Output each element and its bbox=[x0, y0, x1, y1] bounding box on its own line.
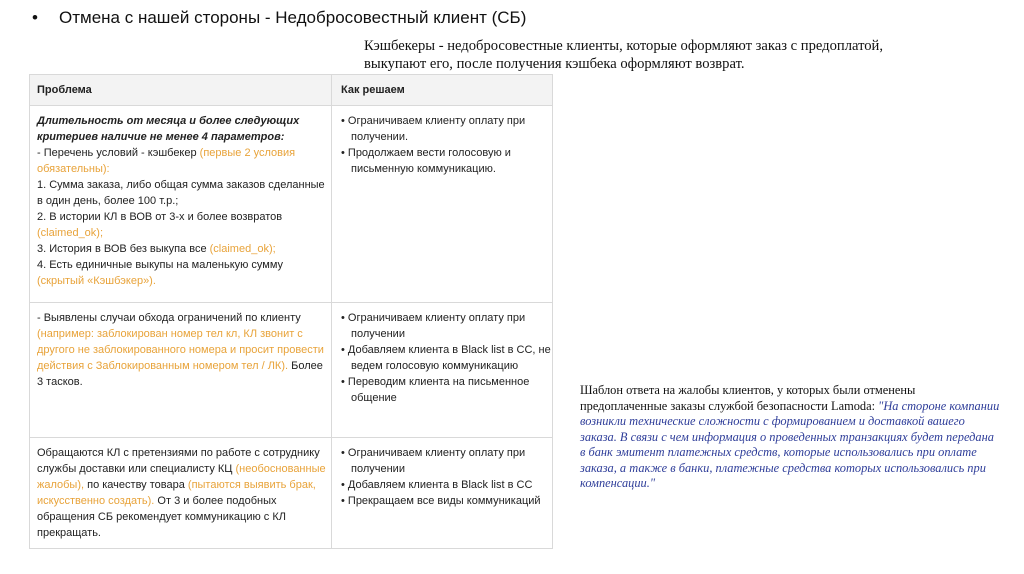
complaints-text: Обращаются КЛ с претензиями по работе с сотруднику службы доставки или специалисту КЦ bbox=[37, 447, 320, 475]
bypass-example: (например: заблокирован номер тел кл, КЛ звонит с другого не заблокированного номера и просит провести действия с Заблокированным номером тел / ЛК). bbox=[37, 328, 324, 372]
table-header-row bbox=[30, 75, 552, 105]
conditions-intro: - Перечень условий - кэшбекер bbox=[37, 147, 197, 159]
problem-cell bbox=[30, 303, 332, 437]
bypass-text: - Выявлены случаи обхода ограничений по клиенту bbox=[37, 312, 301, 324]
header-solution: Как решаем bbox=[341, 84, 405, 96]
title-text: Отмена с нашей стороны - Недобросовестный клиент (СБ) bbox=[59, 8, 527, 27]
tasks-count: Более 3 тасков. bbox=[37, 360, 323, 388]
table-row bbox=[30, 302, 552, 437]
template-quote: "На стороне компании возникли технические сложности с формированием и доставкой вашего заказа. В связи с чем информация о проведенных транзакциях будет передана в банк эмитент платежных средств, которые использовались при оплате заказа, а также в банки, платежные средства которых использовались при компенсации." bbox=[580, 398, 1000, 490]
solution-cell bbox=[332, 438, 552, 548]
condition-3-note: (claimed_ok); bbox=[209, 243, 276, 255]
complaints-note: (необоснованные жалобы), bbox=[37, 463, 326, 491]
slide-title bbox=[32, 6, 552, 29]
table-row bbox=[30, 105, 552, 302]
solution-item: • Прекращаем все виды коммуникаций bbox=[341, 495, 541, 507]
quality-text: по качеству товара bbox=[87, 479, 185, 491]
solution-item: • Добавляем клиента в Black list в CC bbox=[341, 479, 533, 491]
solution-item: • Добавляем клиента в Black list в CC, не ведем голосовую коммуникацию bbox=[341, 344, 551, 372]
solution-item: • Ограничиваем клиенту оплату при получении bbox=[341, 447, 526, 475]
solution-cell bbox=[332, 303, 552, 437]
solution-item: • Продолжаем вести голосовую и письменную коммуникацию. bbox=[341, 147, 511, 175]
title-bullet: • bbox=[32, 8, 38, 27]
condition-2: 2. В истории КЛ в ВОВ от 3-х и более возвратов bbox=[37, 211, 283, 223]
header-problem: Проблема bbox=[30, 75, 332, 105]
condition-4: 4. Есть единичные выкупы на маленькую сумму bbox=[37, 259, 284, 271]
problem-cell bbox=[30, 106, 332, 302]
response-template-note bbox=[580, 383, 1000, 492]
table-row bbox=[30, 437, 552, 548]
solution-cell bbox=[332, 106, 552, 302]
solution-item: • Переводим клиента на письменное общение bbox=[341, 376, 530, 404]
conditions-note: (первые 2 условия обязательны): bbox=[37, 147, 296, 175]
template-heading: Шаблон ответа на жалобы клиентов, у которых были отменены предоплаченные заказы службой безопасности Lamoda: bbox=[580, 383, 916, 413]
quality-note: (пытаются выявить брак, искусственно создать). bbox=[37, 479, 316, 507]
problem-solution-table bbox=[29, 74, 553, 549]
solution-item: • Ограничиваем клиенту оплату при получении bbox=[341, 312, 526, 340]
definition-text: Кэшбекеры - недобросовестные клиенты, которые оформляют заказ с предоплатой, выкупают его, после получения кэшбека оформляют возврат. bbox=[364, 38, 884, 72]
condition-1: 1. Сумма заказа, либо общая сумма заказов сделанные в один день, более 100 т.р.; bbox=[37, 179, 325, 207]
criteria-heading: Длительность от месяца и более следующих критериев наличие не менее 4 параметров: bbox=[37, 115, 300, 143]
recommendation-text: От 3 и более подобных обращения СБ рекомендует коммуникацию с КЛ прекращать. bbox=[37, 495, 286, 539]
condition-4-note: (скрытый «Кэшбэкер»). bbox=[37, 275, 156, 287]
condition-3: 3. История в ВОВ без выкупа все bbox=[37, 243, 207, 255]
solution-item: • Ограничиваем клиенту оплату при получении. bbox=[341, 115, 526, 143]
condition-2-note: (claimed_ok); bbox=[37, 227, 104, 239]
problem-cell bbox=[30, 438, 332, 548]
